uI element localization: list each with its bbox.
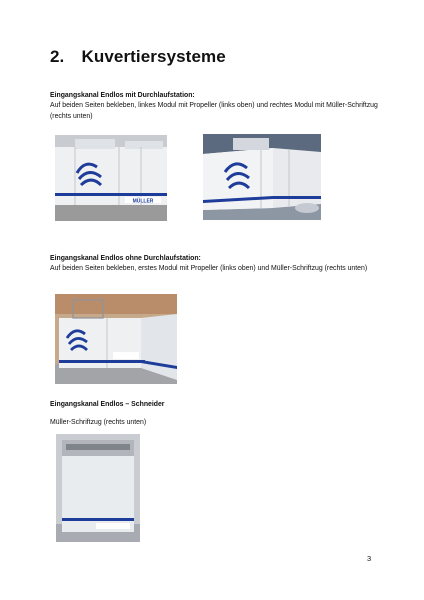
section-1-text: Auf beiden Seiten bekleben, linkes Modul mit Propeller (links oben) und rechtes Modul mit Müller-Schriftzug (rechts unten) (50, 102, 378, 120)
page-title: 2. Kuvertiersysteme (50, 47, 226, 66)
photo-machine-with-station-1 (55, 135, 167, 221)
section-2-subheading: Eingangskanal Endlos ohne Durchlaufstation: (50, 255, 201, 262)
section-1-subheading: Eingangskanal Endlos mit Durchlaufstation: (50, 92, 195, 99)
section-3-text: Müller-Schriftzug (rechts unten) (50, 419, 147, 426)
brand-logo-text: MÜLLER (132, 198, 154, 205)
section-3-subheading: Eingangskanal Endlos – Schneider (50, 401, 165, 408)
page-number: 3 (367, 554, 372, 563)
photo-machine-without-station (55, 294, 177, 384)
section-2-text: Auf beiden Seiten bekleben, erstes Modul mit Propeller (links oben) und Müller-Schriftzug (rechts unten) (50, 265, 368, 272)
photo-machine-with-station-2 (203, 134, 321, 220)
photo-machine-cutter (56, 434, 140, 542)
